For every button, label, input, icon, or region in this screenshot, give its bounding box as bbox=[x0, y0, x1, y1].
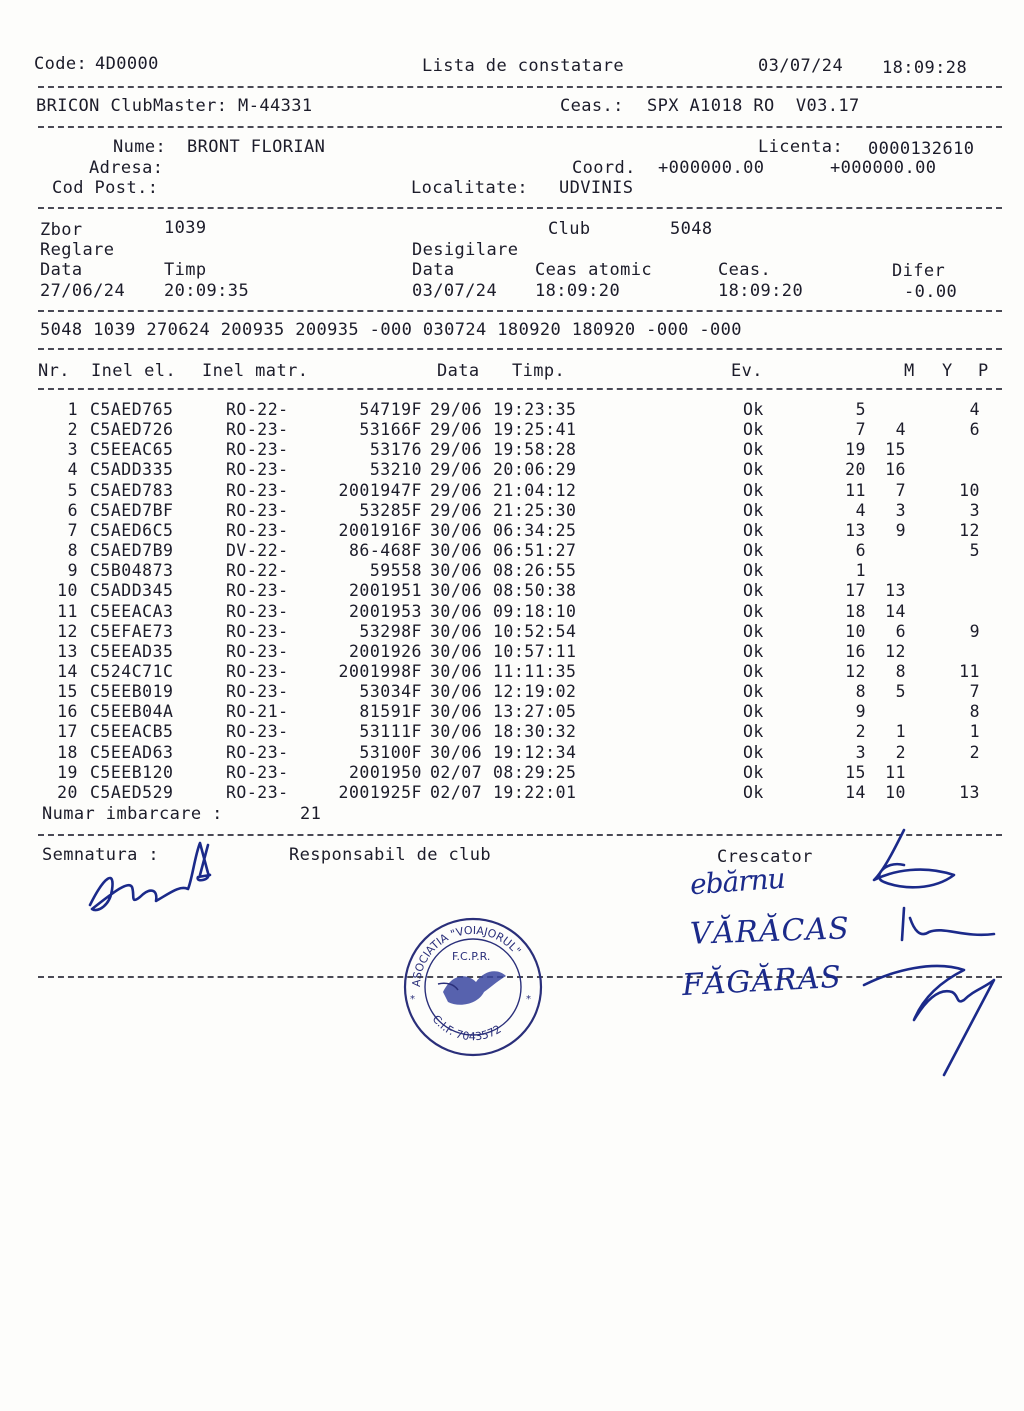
pigeon-emblem-icon bbox=[438, 971, 506, 1005]
imbarcare-value: 21 bbox=[300, 804, 322, 824]
cell-m: 5 bbox=[855, 400, 866, 419]
cell-y: 5 bbox=[895, 682, 906, 702]
cell-timp: 08:26:55 bbox=[493, 561, 577, 581]
divider bbox=[38, 86, 1002, 88]
crescator-signature bbox=[844, 820, 1024, 1080]
cell-inel-el: C5AED7B9 bbox=[90, 541, 174, 561]
cell-nr: 4 bbox=[67, 460, 78, 480]
cell-p: 9 bbox=[969, 621, 980, 641]
cell-inel-matr: 2001951 bbox=[348, 581, 422, 601]
coord-x: +000000.00 bbox=[658, 158, 765, 178]
svg-text:*: * bbox=[410, 994, 415, 1005]
zbor-label: Zbor bbox=[40, 220, 83, 240]
owner-name: BRONT FLORIAN bbox=[187, 137, 326, 157]
cell-series: RO-23- bbox=[226, 722, 289, 742]
desig-data-label: Data bbox=[412, 260, 455, 280]
cell-data: 29/06 bbox=[430, 440, 483, 460]
locality-label: Localitate: bbox=[411, 178, 528, 198]
cell-timp: 19:23:35 bbox=[493, 400, 577, 419]
cell-nr: 19 bbox=[57, 762, 78, 782]
stamp-ring-mid: F.C.P.R. bbox=[452, 950, 491, 963]
cell-timp: 20:06:29 bbox=[493, 460, 577, 480]
cell-nr: 8 bbox=[67, 541, 78, 561]
license-value: 0000132610 bbox=[868, 139, 975, 159]
cell-nr: 10 bbox=[57, 581, 78, 601]
cell-p: 2 bbox=[969, 742, 980, 762]
cell-ev: Ok bbox=[743, 742, 764, 762]
cell-inel-el: C5AED529 bbox=[90, 782, 174, 802]
cell-data: 30/06 bbox=[430, 641, 483, 661]
cell-ev: Ok bbox=[743, 702, 764, 722]
handwriting-line2: VĂRĂCAS bbox=[689, 911, 851, 952]
cell-series: RO-22- bbox=[226, 561, 289, 581]
cell-y: 16 bbox=[885, 460, 906, 480]
desig-data: 03/07/24 bbox=[412, 281, 498, 301]
cell-timp: 19:58:28 bbox=[493, 440, 577, 460]
cell-inel-matr: 2001926 bbox=[348, 641, 422, 661]
cell-ev: Ok bbox=[743, 520, 764, 540]
cell-inel-matr: 86-468F bbox=[348, 541, 422, 561]
cell-timp: 21:04:12 bbox=[493, 480, 577, 500]
cell-data: 30/06 bbox=[430, 601, 483, 621]
difer-label: Difer bbox=[892, 261, 946, 281]
code-value: 4D0000 bbox=[95, 54, 159, 74]
cell-inel-matr: 53111F bbox=[359, 722, 422, 742]
cell-ev: Ok bbox=[743, 400, 764, 419]
cell-m: 16 bbox=[845, 641, 866, 661]
cell-inel-el: C5EEAD63 bbox=[90, 742, 174, 762]
cell-m: 19 bbox=[845, 440, 866, 460]
cell-inel-matr: 53100F bbox=[359, 742, 422, 762]
divider bbox=[38, 310, 1002, 312]
cell-inel-el: C5EEAD35 bbox=[90, 641, 174, 661]
cell-data: 29/06 bbox=[430, 480, 483, 500]
cell-timp: 19:25:41 bbox=[493, 420, 577, 440]
cell-y: 9 bbox=[895, 520, 906, 540]
cell-series: DV-22- bbox=[226, 541, 289, 561]
cell-series: RO-23- bbox=[226, 621, 289, 641]
cell-y: 4 bbox=[895, 420, 906, 440]
cell-m: 8 bbox=[855, 682, 866, 702]
col-header-y: Y bbox=[942, 361, 953, 381]
cell-timp: 18:30:32 bbox=[493, 722, 577, 742]
cell-series: RO-23- bbox=[226, 420, 289, 440]
cell-y: 3 bbox=[895, 500, 906, 520]
cell-p: 11 bbox=[959, 661, 980, 681]
name-label: Nume: bbox=[113, 137, 167, 157]
cell-nr: 18 bbox=[57, 742, 78, 762]
cell-inel-el: C5ADD345 bbox=[90, 581, 174, 601]
cell-y: 2 bbox=[895, 742, 906, 762]
cell-inel-matr: 54719F bbox=[359, 400, 422, 419]
cell-p: 5 bbox=[969, 541, 980, 561]
cell-y: 11 bbox=[885, 762, 906, 782]
cell-data: 29/06 bbox=[430, 420, 483, 440]
col-header-nr: Nr. bbox=[38, 361, 70, 381]
col-header-inel-matr: Inel matr. bbox=[202, 361, 309, 381]
clock-value: SPX A1018 RO V03.17 bbox=[647, 96, 860, 116]
clubmaster-id: BRICON ClubMaster: M-44331 bbox=[36, 96, 313, 116]
cell-inel-el: C5EEAC65 bbox=[90, 440, 174, 460]
cell-m: 18 bbox=[845, 601, 866, 621]
col-header-p: P bbox=[978, 361, 989, 381]
cell-inel-matr: 53166F bbox=[359, 420, 422, 440]
cell-series: RO-23- bbox=[226, 782, 289, 802]
cell-ev: Ok bbox=[743, 581, 764, 601]
cell-nr: 7 bbox=[67, 520, 78, 540]
cell-timp: 19:12:34 bbox=[493, 742, 577, 762]
ceas-atomic-label: Ceas atomic bbox=[535, 260, 652, 280]
cell-p: 8 bbox=[969, 702, 980, 722]
col-header-data: Data bbox=[437, 361, 480, 381]
cell-inel-matr: 2001947F bbox=[338, 480, 422, 500]
print-date: 03/07/24 bbox=[758, 56, 844, 76]
reglare-data-label: Data bbox=[40, 260, 83, 280]
cell-inel-el: C5EFAE73 bbox=[90, 621, 174, 641]
cell-ev: Ok bbox=[743, 480, 764, 500]
divider bbox=[38, 388, 1002, 390]
cell-series: RO-23- bbox=[226, 581, 289, 601]
cell-series: RO-23- bbox=[226, 480, 289, 500]
cell-data: 29/06 bbox=[430, 460, 483, 480]
reglare-label: Reglare bbox=[40, 240, 115, 260]
cell-y: 7 bbox=[895, 480, 906, 500]
cell-timp: 13:27:05 bbox=[493, 702, 577, 722]
cell-nr: 20 bbox=[57, 782, 78, 802]
ceas-value: 18:09:20 bbox=[718, 281, 804, 301]
reglare-timp: 20:09:35 bbox=[164, 281, 250, 301]
cell-inel-matr: 2001925F bbox=[338, 782, 422, 802]
cell-ev: Ok bbox=[743, 641, 764, 661]
handwriting-line1: ebărnu bbox=[688, 861, 786, 902]
cell-series: RO-23- bbox=[226, 520, 289, 540]
cell-timp: 19:22:01 bbox=[493, 782, 577, 802]
cell-series: RO-21- bbox=[226, 702, 289, 722]
semnatura-signature bbox=[80, 835, 280, 925]
cell-series: RO-23- bbox=[226, 762, 289, 782]
cell-inel-el: C5B04873 bbox=[90, 561, 174, 581]
cell-ev: Ok bbox=[743, 420, 764, 440]
cell-y: 14 bbox=[885, 601, 906, 621]
cell-inel-matr: 53298F bbox=[359, 621, 422, 641]
cell-nr: 1 bbox=[67, 400, 78, 419]
col-header-ev: Ev. bbox=[731, 361, 763, 381]
club-label: Club bbox=[548, 219, 591, 239]
cell-nr: 9 bbox=[67, 561, 78, 581]
cell-m: 11 bbox=[845, 480, 866, 500]
cell-data: 30/06 bbox=[430, 682, 483, 702]
cell-m: 10 bbox=[845, 621, 866, 641]
cell-timp: 06:51:27 bbox=[493, 541, 577, 561]
stamp-ring-top: ASOCIATIA "VOIAJORUL" bbox=[409, 923, 524, 988]
cell-timp: 11:11:35 bbox=[493, 661, 577, 681]
cell-inel-matr: 2001953 bbox=[348, 601, 422, 621]
col-header-m: M bbox=[904, 361, 915, 381]
cell-inel-matr: 2001950 bbox=[348, 762, 422, 782]
cell-series: RO-23- bbox=[226, 460, 289, 480]
reglare-timp-label: Timp bbox=[164, 260, 207, 280]
ceas-label: Ceas. bbox=[718, 260, 772, 280]
cell-nr: 6 bbox=[67, 500, 78, 520]
cell-p: 12 bbox=[959, 520, 980, 540]
cell-y: 15 bbox=[885, 440, 906, 460]
cell-inel-matr: 2001916F bbox=[338, 520, 422, 540]
cell-nr: 5 bbox=[67, 480, 78, 500]
cell-ev: Ok bbox=[743, 682, 764, 702]
cell-inel-matr: 81591F bbox=[359, 702, 422, 722]
cell-inel-el: C5AED765 bbox=[90, 400, 174, 419]
cell-p: 13 bbox=[959, 782, 980, 802]
postal-label: Cod Post.: bbox=[52, 178, 159, 198]
handwriting-line3: FĂGĂRAS bbox=[681, 959, 843, 1004]
clock-label: Ceas.: bbox=[560, 96, 624, 116]
cell-timp: 10:52:54 bbox=[493, 621, 577, 641]
address-label: Adresa: bbox=[89, 158, 164, 178]
cell-data: 30/06 bbox=[430, 661, 483, 681]
cell-ev: Ok bbox=[743, 460, 764, 480]
responsabil-label: Responsabil de club bbox=[289, 845, 492, 865]
cell-timp: 09:18:10 bbox=[493, 601, 577, 621]
cell-ev: Ok bbox=[743, 762, 764, 782]
code-label: Code: bbox=[34, 54, 88, 74]
cell-inel-el: C5AED783 bbox=[90, 480, 174, 500]
cell-m: 15 bbox=[845, 762, 866, 782]
flight-code-line: 5048 1039 270624 200935 200935 -000 030724 180920 180920 -000 -000 bbox=[40, 320, 742, 340]
cell-timp: 21:25:30 bbox=[493, 500, 577, 520]
coord-label: Coord. bbox=[572, 158, 636, 178]
svg-text:*: * bbox=[526, 994, 531, 1005]
cell-nr: 2 bbox=[67, 420, 78, 440]
stamp-ring-bottom: C.I.F. 7043572 bbox=[429, 1012, 504, 1044]
cell-inel-el: C5EEB04A bbox=[90, 702, 174, 722]
cell-series: RO-23- bbox=[226, 440, 289, 460]
cell-inel-matr: 53285F bbox=[359, 500, 422, 520]
cell-ev: Ok bbox=[743, 782, 764, 802]
cell-data: 02/07 bbox=[430, 762, 483, 782]
cell-m: 7 bbox=[855, 420, 866, 440]
cell-m: 12 bbox=[845, 661, 866, 681]
cell-inel-el: C5EEACA3 bbox=[90, 601, 174, 621]
cell-ev: Ok bbox=[743, 541, 764, 561]
cell-y: 12 bbox=[885, 641, 906, 661]
cell-ev: Ok bbox=[743, 500, 764, 520]
cell-y: 8 bbox=[895, 661, 906, 681]
cell-nr: 15 bbox=[57, 682, 78, 702]
cell-nr: 16 bbox=[57, 702, 78, 722]
cell-timp: 08:29:25 bbox=[493, 762, 577, 782]
zbor-value: 1039 bbox=[164, 218, 207, 238]
cell-nr: 12 bbox=[57, 621, 78, 641]
cell-data: 02/07 bbox=[430, 782, 483, 802]
document-title: Lista de constatare bbox=[422, 56, 625, 76]
cell-inel-el: C5ADD335 bbox=[90, 460, 174, 480]
cell-ev: Ok bbox=[743, 621, 764, 641]
cell-data: 30/06 bbox=[430, 541, 483, 561]
cell-m: 13 bbox=[845, 520, 866, 540]
crescator-label: Crescator bbox=[717, 847, 813, 867]
cell-data: 30/06 bbox=[430, 581, 483, 601]
cell-m: 1 bbox=[855, 561, 866, 581]
cell-ev: Ok bbox=[743, 722, 764, 742]
cell-series: RO-23- bbox=[226, 742, 289, 762]
cell-timp: 10:57:11 bbox=[493, 641, 577, 661]
cell-inel-el: C5AED7BF bbox=[90, 500, 174, 520]
cell-m: 17 bbox=[845, 581, 866, 601]
cell-inel-matr: 59558 bbox=[369, 561, 422, 581]
cell-nr: 17 bbox=[57, 722, 78, 742]
cell-m: 3 bbox=[855, 742, 866, 762]
cell-p: 3 bbox=[969, 500, 980, 520]
cell-ev: Ok bbox=[743, 661, 764, 681]
club-value: 5048 bbox=[670, 219, 713, 239]
cell-inel-matr: 53210 bbox=[369, 460, 422, 480]
cell-p: 4 bbox=[969, 400, 980, 419]
cell-inel-el: C5AED726 bbox=[90, 420, 174, 440]
cell-p: 6 bbox=[969, 420, 980, 440]
cell-y: 1 bbox=[895, 722, 906, 742]
cell-y: 13 bbox=[885, 581, 906, 601]
cell-data: 29/06 bbox=[430, 500, 483, 520]
cell-ev: Ok bbox=[743, 561, 764, 581]
ceas-atomic-value: 18:09:20 bbox=[535, 281, 621, 301]
locality-value: UDVINIS bbox=[559, 178, 634, 198]
divider bbox=[38, 126, 1002, 128]
cell-series: RO-22- bbox=[226, 400, 289, 419]
cell-nr: 3 bbox=[67, 440, 78, 460]
cell-p: 10 bbox=[959, 480, 980, 500]
cell-data: 30/06 bbox=[430, 621, 483, 641]
print-time: 18:09:28 bbox=[882, 58, 968, 78]
imbarcare-label: Numar imbarcare : bbox=[42, 804, 223, 824]
col-header-timp: Timp. bbox=[512, 361, 566, 381]
cell-y: 6 bbox=[895, 621, 906, 641]
cell-series: RO-23- bbox=[226, 500, 289, 520]
cell-p: 7 bbox=[969, 682, 980, 702]
cell-inel-el: C5EEACB5 bbox=[90, 722, 174, 742]
cell-data: 30/06 bbox=[430, 520, 483, 540]
cell-nr: 13 bbox=[57, 641, 78, 661]
semnatura-label: Semnatura : bbox=[42, 845, 159, 865]
cell-series: RO-23- bbox=[226, 682, 289, 702]
cell-y: 10 bbox=[885, 782, 906, 802]
divider bbox=[38, 207, 1002, 209]
cell-m: 14 bbox=[845, 782, 866, 802]
cell-ev: Ok bbox=[743, 440, 764, 460]
divider bbox=[38, 348, 1002, 350]
difer-value: -0.00 bbox=[904, 282, 958, 302]
col-header-inel-el: Inel el. bbox=[91, 361, 177, 381]
cell-data: 29/06 bbox=[430, 400, 483, 419]
cell-timp: 08:50:38 bbox=[493, 581, 577, 601]
cell-m: 6 bbox=[855, 541, 866, 561]
cell-m: 9 bbox=[855, 702, 866, 722]
cell-nr: 11 bbox=[57, 601, 78, 621]
cell-inel-el: C524C71C bbox=[90, 661, 174, 681]
cell-inel-el: C5EEB120 bbox=[90, 762, 174, 782]
cell-m: 2 bbox=[855, 722, 866, 742]
cell-data: 30/06 bbox=[430, 722, 483, 742]
cell-series: RO-23- bbox=[226, 601, 289, 621]
cell-inel-matr: 2001998F bbox=[338, 661, 422, 681]
license-label: Licenta: bbox=[758, 137, 844, 157]
club-stamp bbox=[398, 912, 548, 1062]
cell-series: RO-23- bbox=[226, 661, 289, 681]
cell-p: 1 bbox=[969, 722, 980, 742]
cell-inel-matr: 53176 bbox=[369, 440, 422, 460]
reglare-data: 27/06/24 bbox=[40, 281, 126, 301]
cell-series: RO-23- bbox=[226, 641, 289, 661]
cell-inel-matr: 53034F bbox=[359, 682, 422, 702]
cell-nr: 14 bbox=[57, 661, 78, 681]
cell-inel-el: C5EEB019 bbox=[90, 682, 174, 702]
cell-m: 20 bbox=[845, 460, 866, 480]
cell-data: 30/06 bbox=[430, 742, 483, 762]
cell-data: 30/06 bbox=[430, 561, 483, 581]
desigilare-label: Desigilare bbox=[412, 240, 519, 260]
cell-timp: 06:34:25 bbox=[493, 520, 577, 540]
cell-ev: Ok bbox=[743, 601, 764, 621]
cell-data: 30/06 bbox=[430, 702, 483, 722]
cell-inel-el: C5AED6C5 bbox=[90, 520, 174, 540]
cell-timp: 12:19:02 bbox=[493, 682, 577, 702]
coord-y: +000000.00 bbox=[830, 158, 937, 178]
cell-m: 4 bbox=[855, 500, 866, 520]
